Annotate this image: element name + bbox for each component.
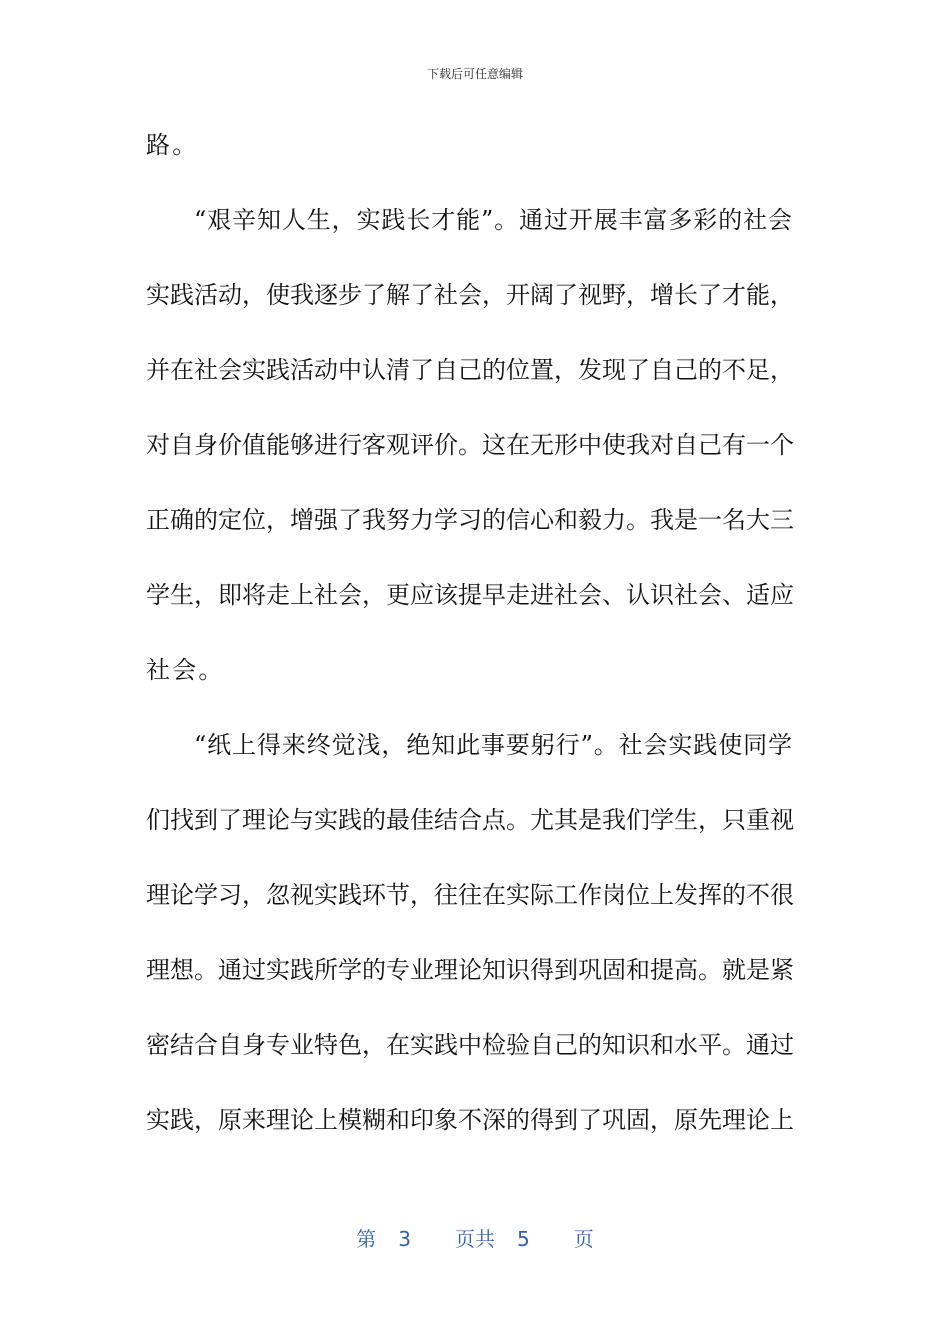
text-line: 正确的定位，增强了我努力学习的信心和毅力。我是一名大三 bbox=[146, 506, 794, 534]
footer-prefix: 第 bbox=[356, 1227, 377, 1251]
current-page-number: 3 bbox=[398, 1227, 411, 1251]
total-pages-number: 5 bbox=[517, 1227, 530, 1251]
text-line: 理论学习，忽视实践环节，往往在实际工作岗位上发挥的不很 bbox=[146, 881, 794, 909]
text-line: 们找到了理论与实践的最佳结合点。尤其是我们学生，只重视 bbox=[146, 806, 794, 834]
text-line: 对自身价值能够进行客观评价。这在无形中使我对自己有一个 bbox=[146, 431, 794, 459]
page-footer bbox=[0, 1226, 950, 1252]
text-line: 密结合自身专业特色，在实践中检验自己的知识和水平。通过 bbox=[146, 1031, 794, 1059]
paragraph-first-line: “艰辛知人生，实践长才能”。通过开展丰富多彩的社会 bbox=[194, 206, 792, 234]
text-line: 理想。通过实践所学的专业理论知识得到巩固和提高。就是紧 bbox=[146, 956, 794, 984]
footer-suffix: 页 bbox=[573, 1227, 594, 1251]
text-line: 并在社会实践活动中认清了自己的位置，发现了自己的不足， bbox=[146, 356, 794, 384]
text-line: 实践，原来理论上模糊和印象不深的得到了巩固，原先理论上 bbox=[146, 1106, 794, 1134]
paragraph-first-line: “纸上得来终觉浅，绝知此事要躬行”。社会实践使同学 bbox=[194, 731, 792, 759]
text-line: 学生，即将走上社会，更应该提早走进社会、认识社会、适应 bbox=[146, 581, 794, 609]
page-header: 下载后可任意编辑 bbox=[426, 67, 523, 81]
text-line: 路。 bbox=[146, 131, 199, 159]
footer-middle: 页共 bbox=[455, 1227, 495, 1251]
text-line: 实践活动，使我逐步了解了社会，开阔了视野，增长了才能， bbox=[146, 281, 794, 309]
document-body bbox=[146, 127, 792, 1177]
text-line: 社会。 bbox=[146, 656, 225, 684]
